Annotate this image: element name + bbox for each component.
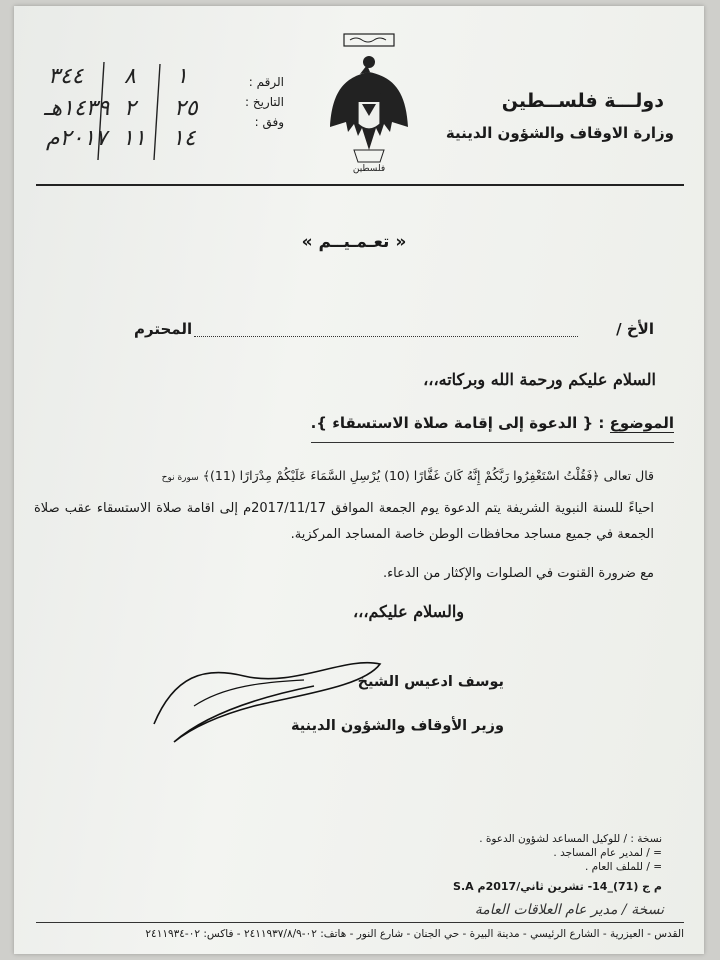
body-paragraph: احياءً للسنة النبوية الشريفة يتم الدعوة يوم الجمعة الموافق 2017/11/17م إلى اقامة صلاة الاستسقاء عقب صلاة الجمعة في جميع مساجد محافظات الوطن خاصة المساجد المركزية. (34, 501, 654, 542)
ref-number-3: ٣٤٤ (48, 64, 84, 89)
copy-item: نسخة : / للوكيل المساعد لشؤون الدعوة . (479, 833, 662, 845)
addressee-dotted-line (194, 336, 578, 337)
handwritten-signature (134, 646, 394, 756)
copy-item: = / لمدير عام المساجد . (553, 847, 662, 859)
ref-greg-month: ١١ (122, 126, 146, 151)
verse-intro: قال تعالى (603, 468, 654, 483)
reference-labels (214, 72, 284, 132)
ref-hijri-day: ٢٥ (174, 96, 198, 121)
subject-text: : { الدعوة إلى إقامة صلاة الاستسقاء }. (310, 414, 605, 432)
greeting: السلام عليكم ورحمة الله وبركاته،،، (423, 370, 656, 389)
ref-greg-day: ١٤ (172, 126, 196, 151)
addressee-label: الأخ / (616, 320, 654, 338)
ministry-name: وزارة الاوقاف والشؤون الدينية (445, 124, 674, 142)
verse-text: ﴿فَقُلْتُ اسْتَغْفِرُوا رَبَّكُمْ إِنَّهُ كَانَ غَفَّارًا (10) يُرْسِلِ السَّمَاءَ عَلَيْكُمْ مِدْرَارًا (11)﴾ (202, 468, 600, 483)
subject-underline (311, 442, 674, 443)
handwritten-reference (42, 62, 218, 162)
ref-number-2: ٨ (124, 64, 136, 89)
state-name: دولـــة فلســطين (501, 90, 664, 112)
signer-title: وزير الأوقاف والشؤون الدينية (290, 718, 504, 734)
closing-greeting: والسلام عليكم،،، (353, 602, 464, 621)
letter-page (14, 6, 704, 954)
addressee-line (134, 320, 654, 344)
body-paragraph-2: مع ضرورة القنوت في الصلوات والإكثار من الدعاء. (382, 566, 654, 581)
palestine-eagle-emblem-icon (324, 32, 414, 182)
copy-item: = / للملف العام . (585, 861, 662, 873)
signer-name: يوسف ادعيس الشيخ (357, 674, 504, 690)
footer-address: القدس - العيزرية - الشارع الرئيسي - مدينة البيرة - حي الجنان - شارع النور - هاتف: ٠٢-٢٤١١٩٣٧/٨/٩ - فاكس: ٠٢-٢٤١١٩٣٤ (145, 928, 684, 940)
emblem-caption: فلسطين (352, 164, 386, 174)
ref-number-1: ١ (176, 64, 188, 89)
document-reference: م ج (71)_14- تشرين ثاني/2017م S.A (453, 880, 662, 893)
corresponding-label: وفق : (254, 115, 284, 129)
quran-verse-line (64, 465, 654, 489)
sura-name: سورة نوح (161, 473, 199, 483)
number-label: الرقم : (248, 75, 284, 89)
subject-line (311, 414, 674, 432)
ref-greg-year: ٢٠١٧م (46, 126, 107, 151)
respect-label: المحترم (134, 320, 193, 338)
circular-title: « تعـمـيــم » (301, 232, 407, 252)
copies-list (392, 832, 662, 874)
date-label: التاريخ : (244, 95, 284, 109)
handwritten-note: نسخة / مدير عام العلاقات العامة (474, 902, 664, 918)
header-divider (36, 184, 684, 186)
subject-label: الموضوع (609, 414, 674, 432)
ref-hijri-month: ٢ (124, 96, 136, 121)
ref-hijri-year: ١٤٣٩هـ (44, 96, 110, 121)
footer-divider (36, 922, 684, 923)
